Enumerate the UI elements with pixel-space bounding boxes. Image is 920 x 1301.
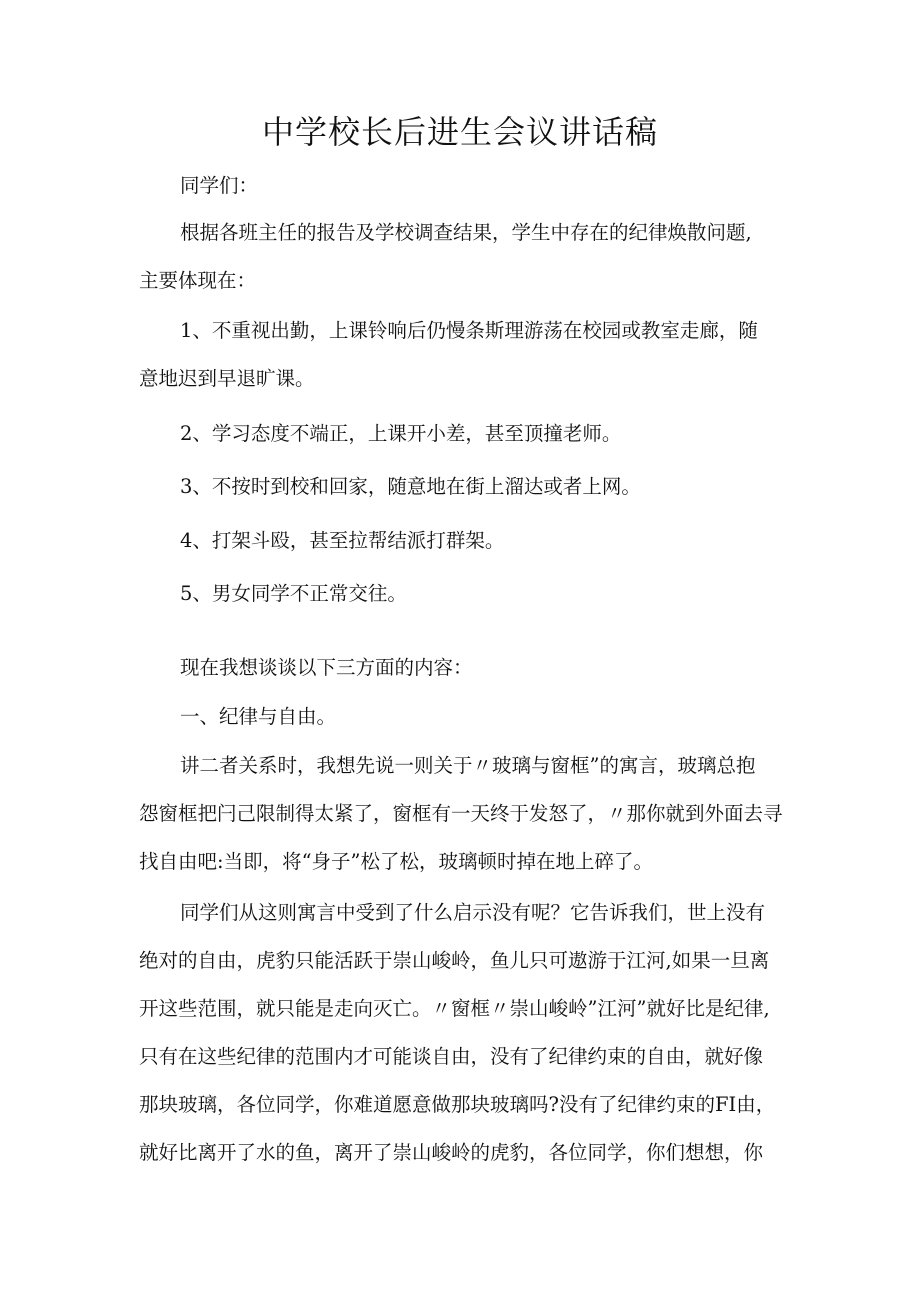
list-item-line: 1、不重视出勤，上课铃响后仍慢条斯理游荡在校园或教室走廊，随 bbox=[180, 319, 758, 342]
greeting: 同学们： bbox=[180, 174, 259, 197]
list-item-line: 3、不按时到校和回家，随意地在街上溜达或者上网。 bbox=[180, 475, 641, 498]
section-heading: 一、纪律与自由。 bbox=[180, 705, 337, 728]
paragraph-line: 就好比离开了水的鱼，离开了崇山峻岭的虎豹，各位同学，你们想想，你 bbox=[139, 1141, 764, 1164]
paragraph-line: 现在我想谈谈以下三方面的内容： bbox=[180, 656, 473, 679]
paragraph-line: 找自由吧:当即，将“身子”松了松，玻璃顿时掉在地上碎了。 bbox=[139, 850, 654, 873]
paragraph-line: 同学们从这则寓言中受到了什么启示没有呢？它告诉我们，世上没有 bbox=[180, 901, 766, 924]
paragraph-line: 那块玻璃，各位同学，你难道愿意做那块玻璃吗?没有了纪律约束的FI由， bbox=[139, 1093, 776, 1116]
list-item-line: 意地迟到早退旷课。 bbox=[139, 367, 315, 390]
paragraph-line: 开这些范围，就只能是走向灭亡。〃窗框〃崇山峻岭”江河”就好比是纪律, bbox=[139, 997, 770, 1020]
paragraph-line: 绝对的自由，虎豹只能活跃于崇山峻岭，鱼儿只可遨游于江河,如果一旦离 bbox=[139, 949, 770, 972]
paragraph-line: 怨窗框把闩己限制得太紧了，窗框有一天终于发怒了，〃那你就到外面去寻 bbox=[139, 802, 783, 825]
paragraph-line: 主要体现在： bbox=[139, 269, 257, 292]
list-item-line: 4、打架斗殴，甚至拉帮结派打群架。 bbox=[180, 529, 505, 552]
document-title: 中学校长后进生会议讲话稿 bbox=[261, 113, 658, 151]
list-item-line: 2、学习态度不端正，上课开小差，甚至顶撞老师。 bbox=[180, 422, 622, 445]
list-item-line: 5、男女同学不正常交往。 bbox=[180, 582, 407, 605]
paragraph-line: 讲二者关系时，我想先说一则关于〃玻璃与窗框”的寓言，玻璃总抱 bbox=[180, 754, 756, 777]
paragraph-line: 根据各班主任的报告及学校调查结果，学生中存在的纪律焕散问题, bbox=[180, 221, 752, 244]
paragraph-line: 只有在这些纪律的范围内才可能谈自由，没有了纪律约束的自由，就好像 bbox=[139, 1045, 764, 1068]
